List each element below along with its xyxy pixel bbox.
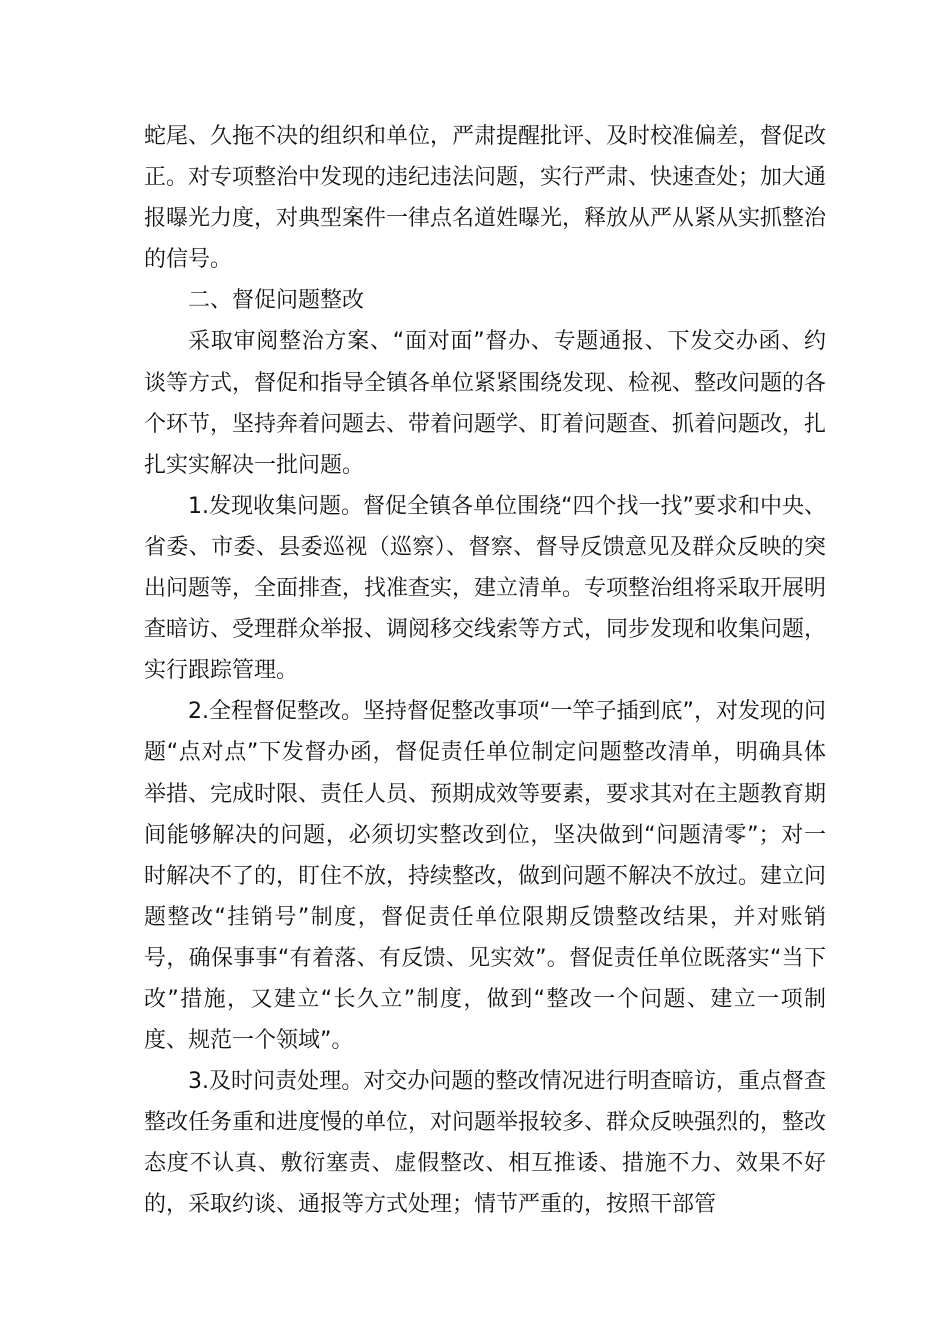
paragraph-intro: 采取审阅整治方案、“面对面”督办、专题通报、下发交办函、约谈等方式，督促和指导全镇各单位紧紧围绕发现、检视、整改问题的各个环节，坚持奔着问题去、带着问题学、盯着问题查、抓着问题改，扎扎实实解决一批问题。 [144, 329, 827, 478]
section-heading: 二、督促问题整改 [188, 288, 365, 314]
paragraph-item-1: 1.发现收集问题。督促全镇各单位围绕“四个找一找”要求和中央、省委、市委、县委巡视（巡察）、督察、督导反馈意见及群众反映的突出问题等，全面排查，找准查实，建立清单。专项整治组将采取开展明查暗访、受理群众举报、调阅移交线索等方式，同步发现和收集问题，实行跟踪管理。 [144, 493, 827, 684]
document-body [144, 116, 826, 1226]
paragraph-continuation: 蛇尾、久拖不决的组织和单位，严肃提醒批评、及时校准偏差，督促改正。对专项整治中发现的违纪违法问题，实行严肃、快速查处；加大通报曝光力度，对典型案件一律点名道姓曝光，释放从严从紧从实抓整治的信号。 [144, 124, 827, 273]
paragraph-item-2: 2.全程督促整改。坚持督促整改事项“一竿子插到底”，对发现的问题“点对点”下发督办函，督促责任单位制定问题整改清单，明确具体举措、完成时限、责任人员、预期成效等要素，要求其对在主题教育期间能够解决的问题，必须切实整改到位，坚决做到“问题清零”；对一时解决不了的，盯住不放，持续整改，做到问题不解决不放过。建立问题整改“挂销号”制度，督促责任单位限期反馈整改结果，并对账销号，确保事事“有着落、有反馈、见实效”。督促责任单位既落实“当下改”措施，又建立“长久立”制度，做到“整改一个问题、建立一项制度、规范一个领域”。 [144, 699, 827, 1054]
paragraph-item-3: 3.及时问责处理。对交办问题的整改情况进行明查暗访，重点督查整改任务重和进度慢的单位，对问题举报较多、群众反映强烈的，整改态度不认真、敷衍塞责、虚假整改、相互推诿、措施不力、效果不好的，采取约谈、通报等方式处理；情节严重的，按照干部管 [144, 1069, 827, 1218]
